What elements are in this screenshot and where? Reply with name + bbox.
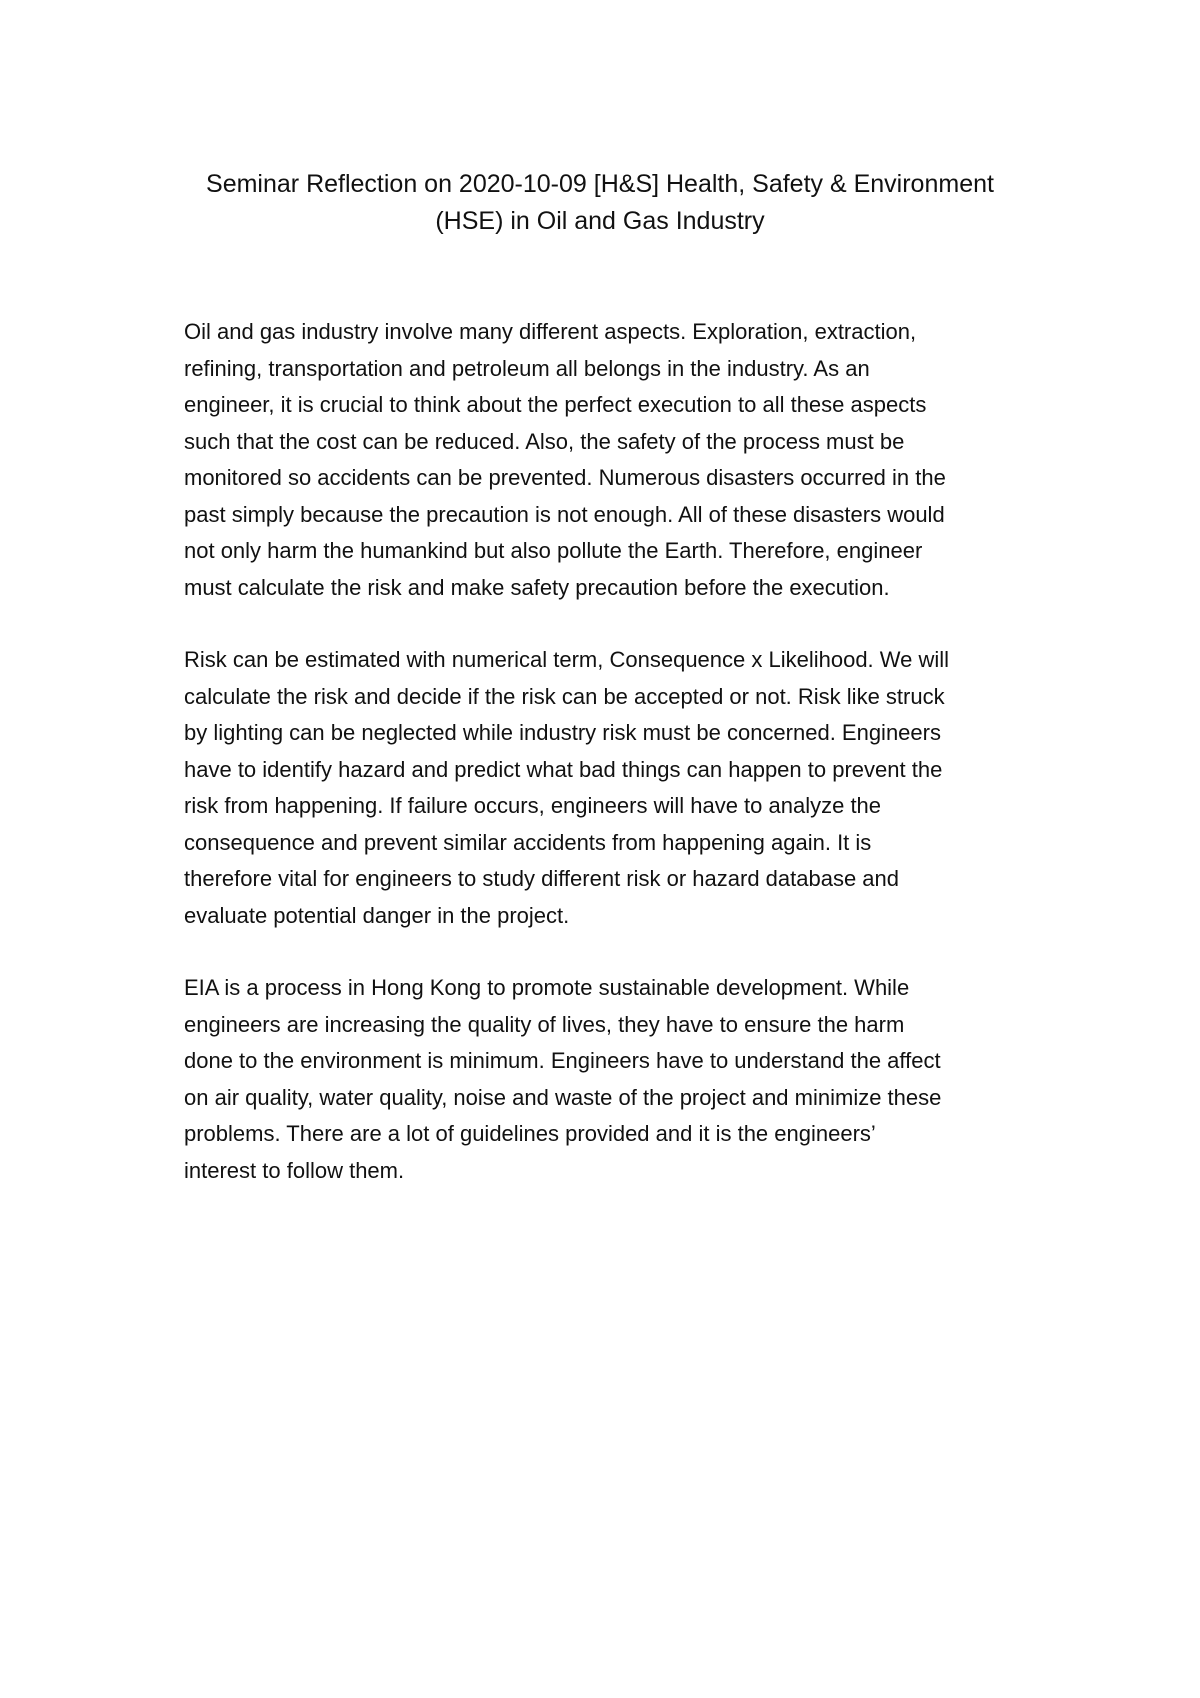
paragraph-line: refining, transportation and petroleum all belongs in the industry. As an	[184, 355, 870, 381]
document-body	[184, 314, 1034, 1225]
paragraph-eia-process	[184, 970, 1034, 1189]
paragraph-oil-gas-industry	[184, 314, 1034, 606]
title-line-1: Seminar Reflection on 2020-10-09 [H&S] Health, Safety & Environment	[206, 170, 994, 198]
paragraph-line: on air quality, water quality, noise and waste of the project and minimize these	[184, 1084, 942, 1110]
paragraph-line: done to the environment is minimum. Engineers have to understand the affect	[184, 1048, 941, 1073]
document-title	[150, 166, 1050, 240]
paragraph-line: consequence and prevent similar accidents from happening again. It is	[184, 829, 872, 855]
paragraph-line: Oil and gas industry involve many different aspects. Exploration, extraction,	[184, 319, 917, 344]
paragraph-line: past simply because the precaution is not enough. All of these disasters would	[184, 501, 945, 527]
paragraph-line: monitored so accidents can be prevented. Numerous disasters occurred in the	[184, 465, 946, 490]
paragraph-line: interest to follow them.	[184, 1157, 405, 1183]
paragraph-line: must calculate the risk and make safety precaution before the execution.	[184, 574, 890, 600]
paragraph-risk-estimation	[184, 642, 1034, 934]
paragraph-line: therefore vital for engineers to study different risk or hazard database and	[184, 866, 900, 891]
title-line-2: (HSE) in Oil and Gas Industry	[435, 207, 765, 235]
paragraph-line: calculate the risk and decide if the risk can be accepted or not. Risk like struck	[184, 683, 945, 709]
paragraph-line: EIA is a process in Hong Kong to promote sustainable development. While	[184, 975, 910, 1000]
paragraph-line: have to identify hazard and predict what bad things can happen to prevent the	[184, 756, 943, 782]
paragraph-line: Risk can be estimated with numerical term, Consequence x Likelihood. We will	[184, 647, 950, 672]
paragraph-line: risk from happening. If failure occurs, engineers will have to analyze the	[184, 793, 882, 818]
paragraph-line: by lighting can be neglected while industry risk must be concerned. Engineers	[184, 720, 941, 745]
paragraph-line: evaluate potential danger in the project.	[184, 902, 570, 928]
paragraph-line: not only harm the humankind but also pollute the Earth. Therefore, engineer	[184, 538, 923, 563]
paragraph-line: such that the cost can be reduced. Also, the safety of the process must be	[184, 428, 905, 454]
paragraph-line: engineer, it is crucial to think about the perfect execution to all these aspects	[184, 392, 927, 417]
paragraph-line: engineers are increasing the quality of lives, they have to ensure the harm	[184, 1011, 905, 1037]
paragraph-line: problems. There are a lot of guidelines provided and it is the engineers’	[184, 1121, 876, 1146]
